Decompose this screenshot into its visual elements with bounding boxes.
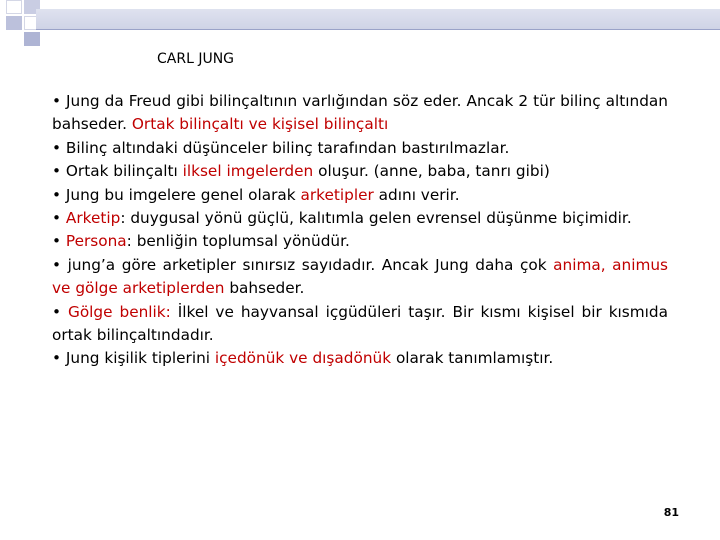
- bullet-paragraph: [52, 230, 668, 253]
- body-text: • Bilinç altındaki düşünceler bilinç tarafından bastırılmazlar.: [52, 138, 510, 157]
- body-text: • Jung kişilik tiplerini: [52, 349, 215, 368]
- body-text: olarak tanımlamıştır.: [391, 349, 554, 368]
- body-text: adını verir.: [373, 185, 460, 204]
- highlighted-text: arketipler: [300, 185, 374, 204]
- body-text: bahseder.: [224, 279, 305, 298]
- bullet-paragraph: [52, 184, 668, 207]
- bullet-paragraph: [52, 207, 668, 230]
- highlighted-text: Arketip: [65, 209, 121, 228]
- body-text: •: [52, 302, 68, 321]
- bullet-paragraph: [52, 254, 668, 301]
- highlighted-text: Persona: [65, 232, 127, 251]
- body-text: oluşur. (anne, baba, tanrı gibi): [313, 162, 550, 181]
- body-text: • Ortak bilinçaltı: [52, 162, 183, 181]
- body-text: • Jung da Freud gibi bilinçaltının varlığından söz eder. Ancak 2 tür bilinç altından bahseder.: [52, 92, 668, 134]
- header-rule: [36, 29, 720, 30]
- highlighted-text: içedönük ve dışadönük: [214, 349, 392, 368]
- body-text: •: [52, 232, 66, 251]
- body-text: •: [52, 209, 66, 228]
- corner-square-decoration: [6, 0, 22, 14]
- bullet-paragraph: [52, 347, 668, 370]
- page-number: 81: [663, 506, 679, 519]
- corner-square-decoration: [24, 32, 40, 46]
- bullet-paragraph: [52, 301, 668, 348]
- highlighted-text: Ortak bilinçaltı ve kişisel bilinçaltı: [131, 115, 389, 134]
- body-text: : benliğin toplumsal yönüdür.: [126, 232, 350, 251]
- bullet-paragraph: [52, 160, 668, 183]
- highlighted-text: Gölge benlik:: [67, 302, 171, 321]
- slide-title: CARL JUNG: [157, 51, 235, 67]
- slide-body: [52, 90, 668, 371]
- bullet-paragraph: [52, 137, 668, 160]
- body-text: İlkel ve hayvansal içgüdüleri taşır. Bir kısmı kişisel bir kısmıda ortak bilinçaltındadır.: [52, 302, 669, 345]
- corner-square-decoration: [6, 16, 22, 30]
- highlighted-text: ilksel imgelerden: [182, 162, 314, 181]
- header-band: [36, 9, 720, 29]
- bullet-paragraph: [52, 90, 668, 137]
- body-text: • Jung bu imgelere genel olarak: [52, 185, 301, 204]
- body-text: • jung’a göre arketipler sınırsız sayıdadır. Ancak Jung daha çok: [52, 255, 554, 274]
- highlighted-text: anima, animus ve gölge arketiplerden: [52, 255, 669, 298]
- body-text: : duygusal yönü güçlü, kalıtımla gelen evrensel düşünme biçimidir.: [120, 209, 632, 228]
